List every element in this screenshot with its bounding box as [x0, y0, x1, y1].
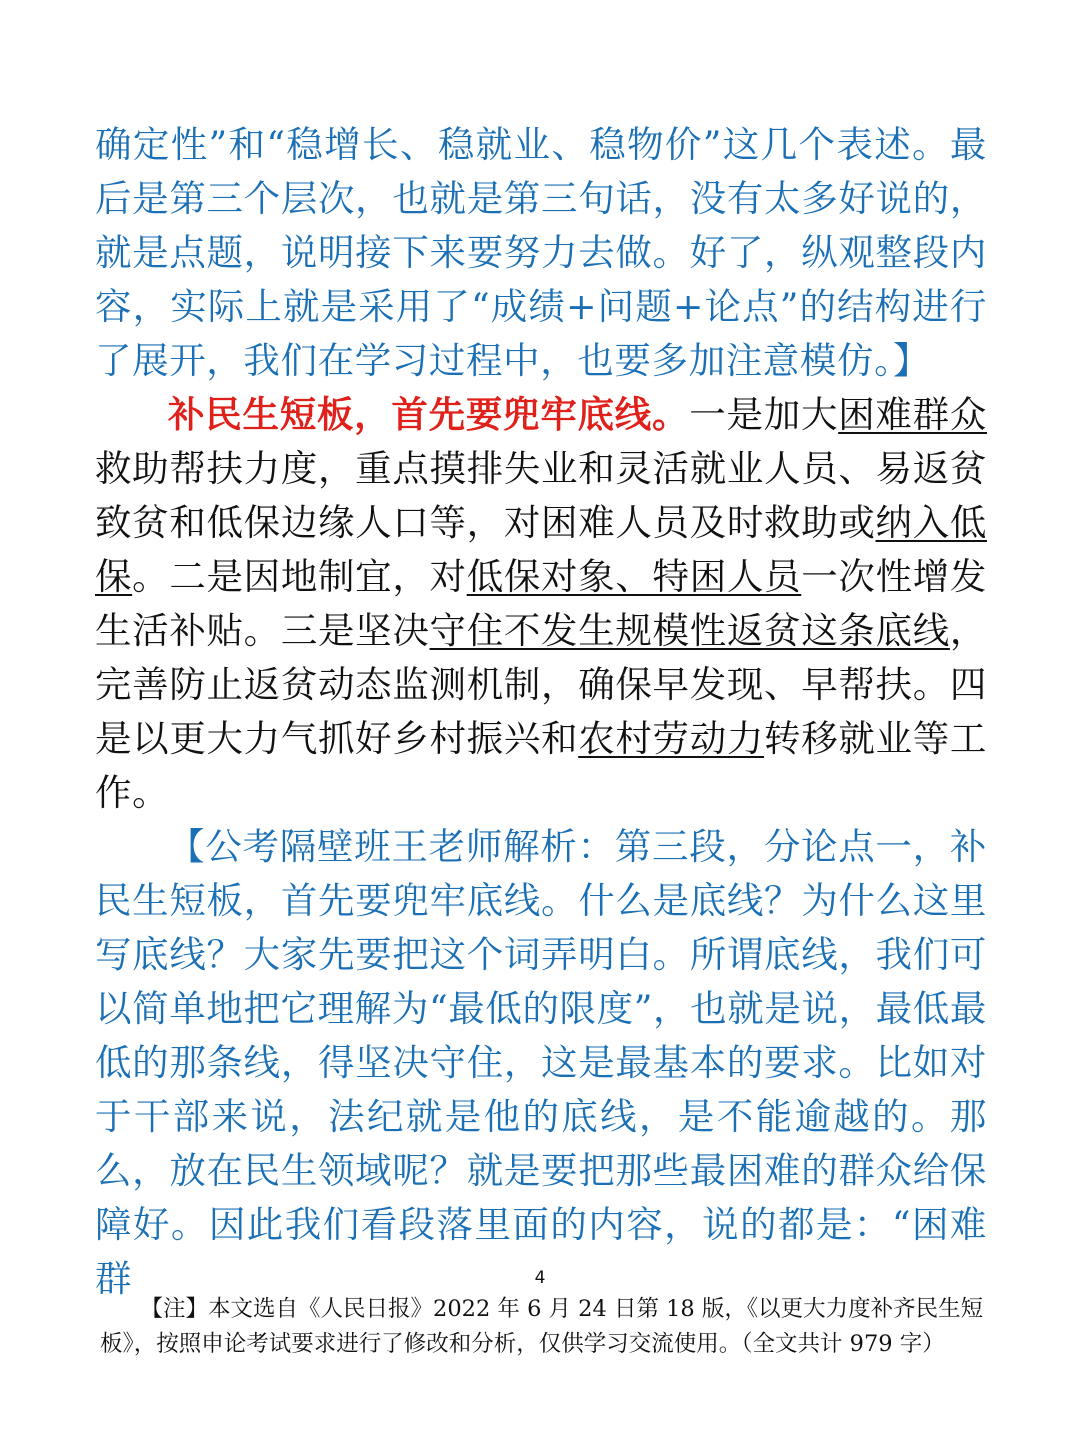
- page-number: 4: [534, 1268, 546, 1288]
- underlined-phrase: 农村劳动力: [578, 717, 765, 760]
- underlined-phrase: 困难群众: [838, 393, 988, 436]
- footnote: 【注】本文选自《人民日报》2022 年 6 月 24 日第 18 版，《以更大力度补齐民生短板》，按照申论考试要求进行了修改和分析，仅供学习交流使用。（全文共计 979 字）: [100, 1296, 984, 1357]
- analysis-paragraph-continued: 确定性”和“稳增长、稳就业、稳物价”这几个表述。最后是第三个层次，也就是第三句话，没有太多好说的，就是点题，说明接下来要努力去做。好了，纵观整段内容，实际上就是采用了“成绩+问题+论点”的结构进行了展开，我们在学习过程中，也要多加注意模仿。】: [95, 123, 987, 382]
- underlined-phrase: 纳入低保: [95, 501, 987, 598]
- analysis-paragraph: 【公考隔壁班王老师解析：第三段，分论点一，补民生短板，首先要兜牢底线。什么是底线？为什么这里写底线？大家先要把这个词弄明白。所谓底线，我们可以简单地把它理解为“最低的限度”，也就是说，最低最低的那条线，得坚决守住，这是最基本的要求。比如对于干部来说，法纪就是他的底线，是不能逾越的。那么，放在民生领域呢？就是要把那些最困难的群众给保障好。因此我们看段落里面的内容，说的都是：“困难群: [95, 825, 987, 1300]
- body-text: 。二是因地制宜，对: [132, 555, 467, 598]
- body-text: ，完善防止返贫动态监测机制，确保早发现、早帮扶。四是以更大力气抓好乡村振兴和: [95, 609, 988, 760]
- body-paragraph: [95, 388, 987, 820]
- body-text: 救助帮扶力度，重点摸排失业和灵活就业人员、易返贫致贫和低保边缘人口等，对困难人员及时救助或: [95, 447, 987, 544]
- body-text: 一是加大: [689, 393, 839, 436]
- body-text: 一次性增发生活补贴。三是坚决: [95, 555, 988, 652]
- paragraph-heading: 补民生短板，首先要兜牢底线。: [168, 393, 690, 436]
- body-text: 转移就业等工作。: [95, 717, 987, 814]
- underlined-phrase: 低保对象、特困人员: [466, 555, 802, 598]
- underlined-phrase: 守住不发生规模性返贫这条底线: [429, 609, 950, 652]
